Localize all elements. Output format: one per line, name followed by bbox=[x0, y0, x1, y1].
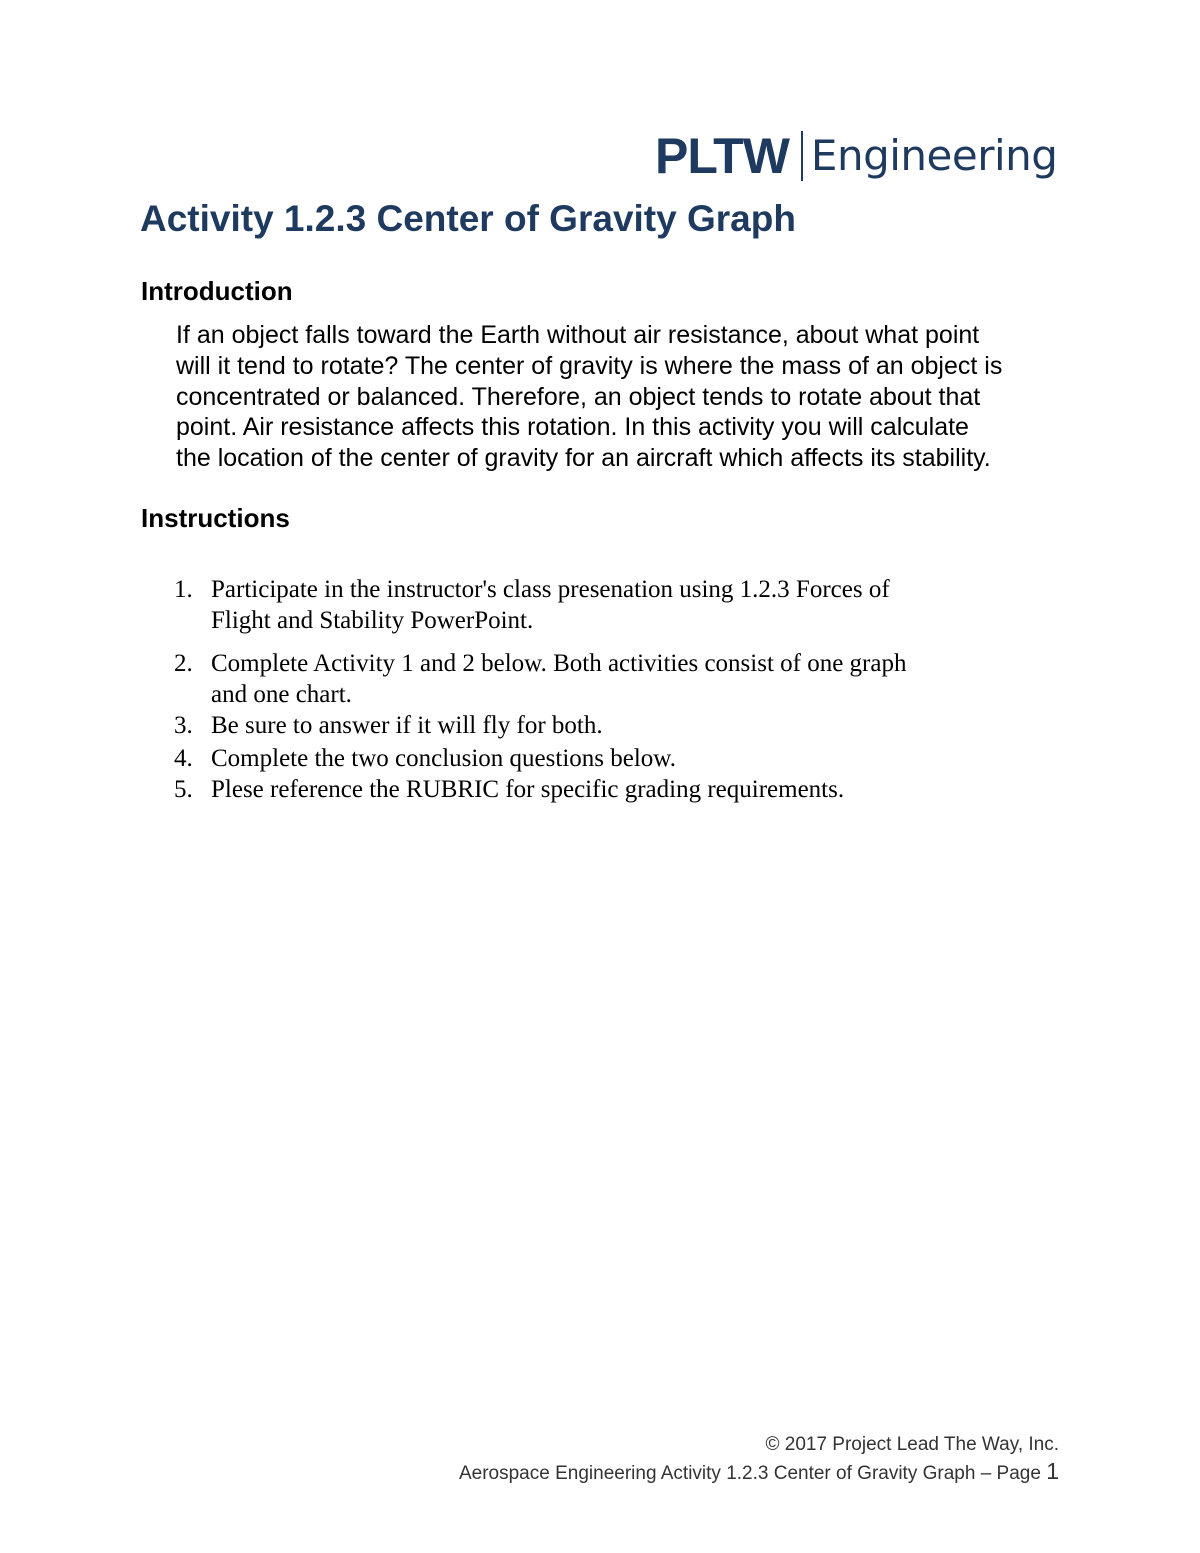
logo-divider bbox=[801, 131, 803, 181]
copyright-notice: © 2017 Project Lead The Way, Inc. bbox=[765, 1434, 1059, 1455]
step-line: Plese reference the RUBRIC for specific grading requirements. bbox=[211, 776, 845, 803]
instructions-heading: Instructions bbox=[141, 503, 290, 533]
instructions-list bbox=[0, 574, 906, 805]
intro-line: point. Air resistance affects this rotation. In this activity you will calculate bbox=[176, 413, 969, 442]
page-title: Activity 1.2.3 Center of Gravity Graph bbox=[140, 198, 796, 239]
step-number: 1. bbox=[174, 576, 193, 603]
step-number: 2. bbox=[174, 650, 193, 677]
intro-line: the location of the center of gravity for an aircraft which affects its stability. bbox=[176, 444, 991, 473]
introduction-paragraph bbox=[176, 320, 1076, 474]
logo-mark: PLTW bbox=[655, 128, 789, 184]
step-line: and one chart. bbox=[211, 681, 352, 708]
instruction-step bbox=[0, 743, 906, 774]
step-line: Complete the two conclusion questions below. bbox=[211, 745, 676, 772]
page-label bbox=[459, 1458, 1059, 1487]
step-line: Participate in the instructor's class presenation using 1.2.3 Forces of bbox=[211, 576, 890, 603]
instruction-step bbox=[0, 710, 906, 741]
logo-word: Engineering bbox=[810, 131, 1058, 180]
instruction-step bbox=[0, 774, 906, 805]
step-line: Flight and Stability PowerPoint. bbox=[211, 607, 534, 634]
step-number: 3. bbox=[174, 712, 193, 739]
step-number: 5. bbox=[174, 776, 193, 803]
page-number: 1 bbox=[1046, 1458, 1059, 1484]
step-number: 4. bbox=[174, 745, 193, 772]
intro-line: If an object falls toward the Earth without air resistance, about what point bbox=[176, 321, 980, 349]
instruction-step bbox=[0, 648, 906, 710]
page-footer bbox=[459, 1431, 1059, 1487]
intro-line: concentrated or balanced. Therefore, an object tends to rotate about that bbox=[176, 382, 981, 411]
step-line: Complete Activity 1 and 2 below. Both activities consist of one graph bbox=[211, 650, 907, 677]
introduction-heading: Introduction bbox=[141, 276, 293, 306]
step-line: Be sure to answer if it will fly for both. bbox=[211, 712, 603, 739]
instruction-step bbox=[0, 574, 906, 636]
pltw-engineering-logo bbox=[655, 128, 1057, 184]
page-label-text: Aerospace Engineering Activity 1.2.3 Center of Gravity Graph – Page bbox=[458, 1463, 1047, 1484]
intro-line: will it tend to rotate? The center of gravity is where the mass of an object is bbox=[176, 351, 1003, 380]
